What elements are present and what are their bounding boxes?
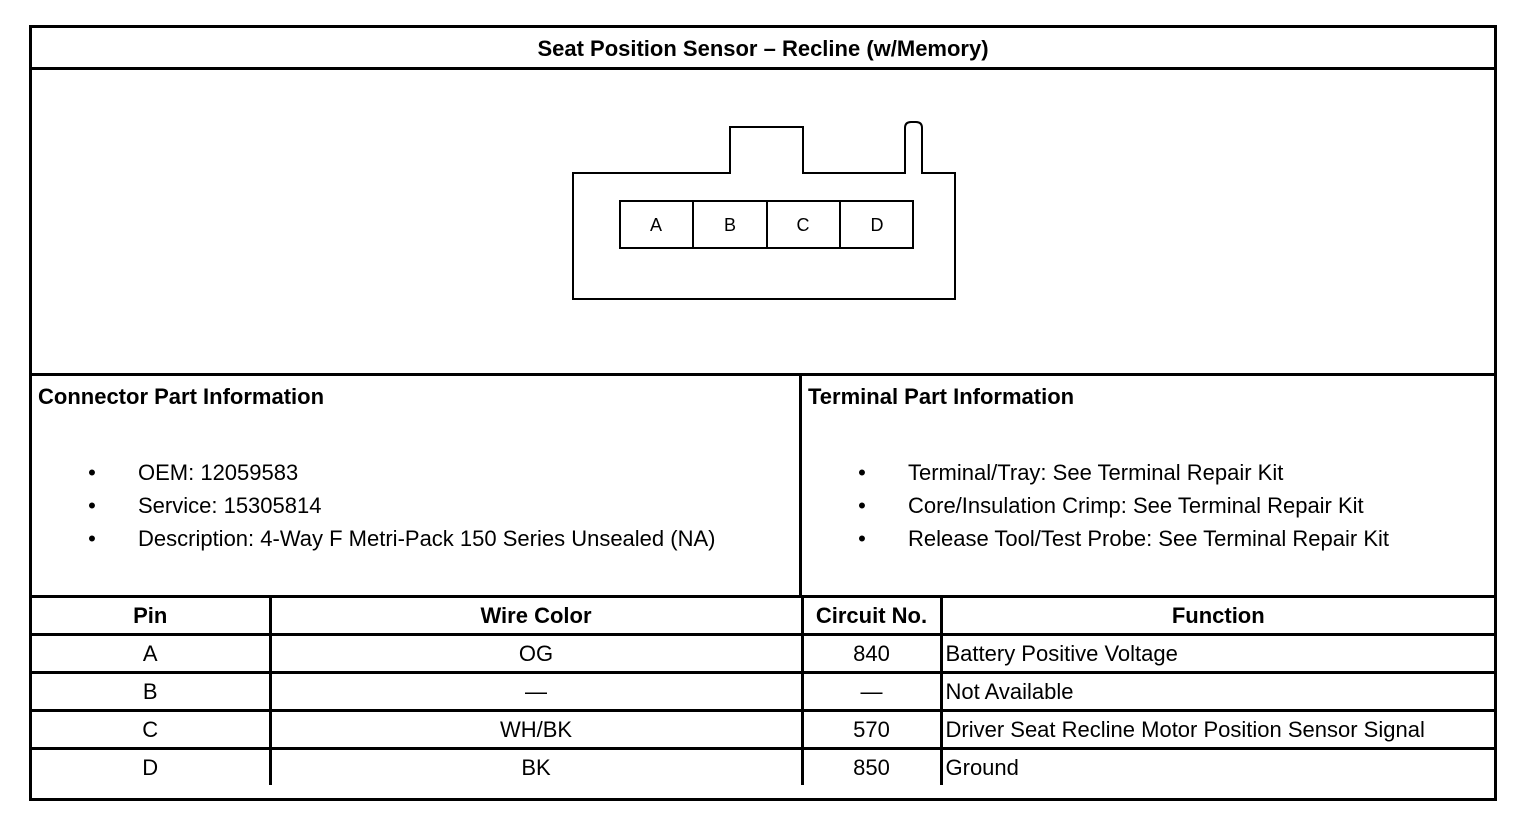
cavity-label-D: D [870,215,884,235]
bullet-icon: • [858,526,866,551]
table-row [32,711,1494,749]
bullet-icon: • [88,526,96,551]
cell-circuit-no: 570 [802,711,941,749]
list-item [86,522,715,555]
connector-info-description: Description: 4-Way F Metri-Pack 150 Series Unsealed (NA) [138,526,716,551]
cell-pin: B [32,673,270,711]
connector-info-heading: Connector Part Information [38,384,325,409]
header-wire-color: Wire Color [270,597,802,635]
cavity-label-B: B [723,215,737,235]
connector-diagram [32,70,1494,376]
table-row [32,635,1494,673]
table-header-row [32,597,1494,635]
table-row [32,673,1494,711]
connector-sheet [29,25,1497,801]
cell-pin: C [32,711,270,749]
terminal-info-release-tool: Release Tool/Test Probe: See Terminal Repair Kit [908,526,1389,551]
terminal-info-list [856,456,1389,555]
cavity-label-A: A [649,215,663,235]
terminal-info-crimp: Core/Insulation Crimp: See Terminal Repair Kit [908,493,1364,518]
connector-part-information [32,376,802,596]
cell-function: Driver Seat Recline Motor Position Sensor Signal [941,711,1494,749]
bullet-icon: • [858,493,866,518]
terminal-info-tray: Terminal/Tray: See Terminal Repair Kit [908,460,1284,485]
terminal-info-heading: Terminal Part Information [808,384,1075,409]
pinout-table [32,595,1494,785]
cell-wire-color: BK [270,749,802,786]
cell-circuit-no: — [802,673,941,711]
cell-function: Battery Positive Voltage [941,635,1494,673]
bullet-icon: • [88,493,96,518]
cell-function: Not Available [941,673,1494,711]
connector-info-list [86,456,715,555]
cell-pin: A [32,635,270,673]
list-item [86,456,715,489]
cell-wire-color: WH/BK [270,711,802,749]
header-pin: Pin [32,597,270,635]
cell-circuit-no: 840 [802,635,941,673]
cell-wire-color: — [270,673,802,711]
list-item [856,522,1389,555]
header-function: Function [941,597,1494,635]
list-item [86,489,715,522]
page-title: Seat Position Sensor – Recline (w/Memory) [32,28,1494,70]
cell-function: Ground [941,749,1494,786]
connector-info-oem: OEM: 12059583 [138,460,299,485]
header-circuit-no: Circuit No. [802,597,941,635]
cell-wire-color: OG [270,635,802,673]
bullet-icon: • [858,460,866,485]
connector-drawing [32,70,1494,376]
bullet-icon: • [88,460,96,485]
cavity-label-C: C [796,215,810,235]
connector-info-service: Service: 15305814 [138,493,322,518]
table-row [32,749,1494,786]
terminal-part-information [802,376,1494,596]
list-item [856,456,1389,489]
connector-body-outline [573,122,955,299]
cell-circuit-no: 850 [802,749,941,786]
cell-pin: D [32,749,270,786]
list-item [856,489,1389,522]
